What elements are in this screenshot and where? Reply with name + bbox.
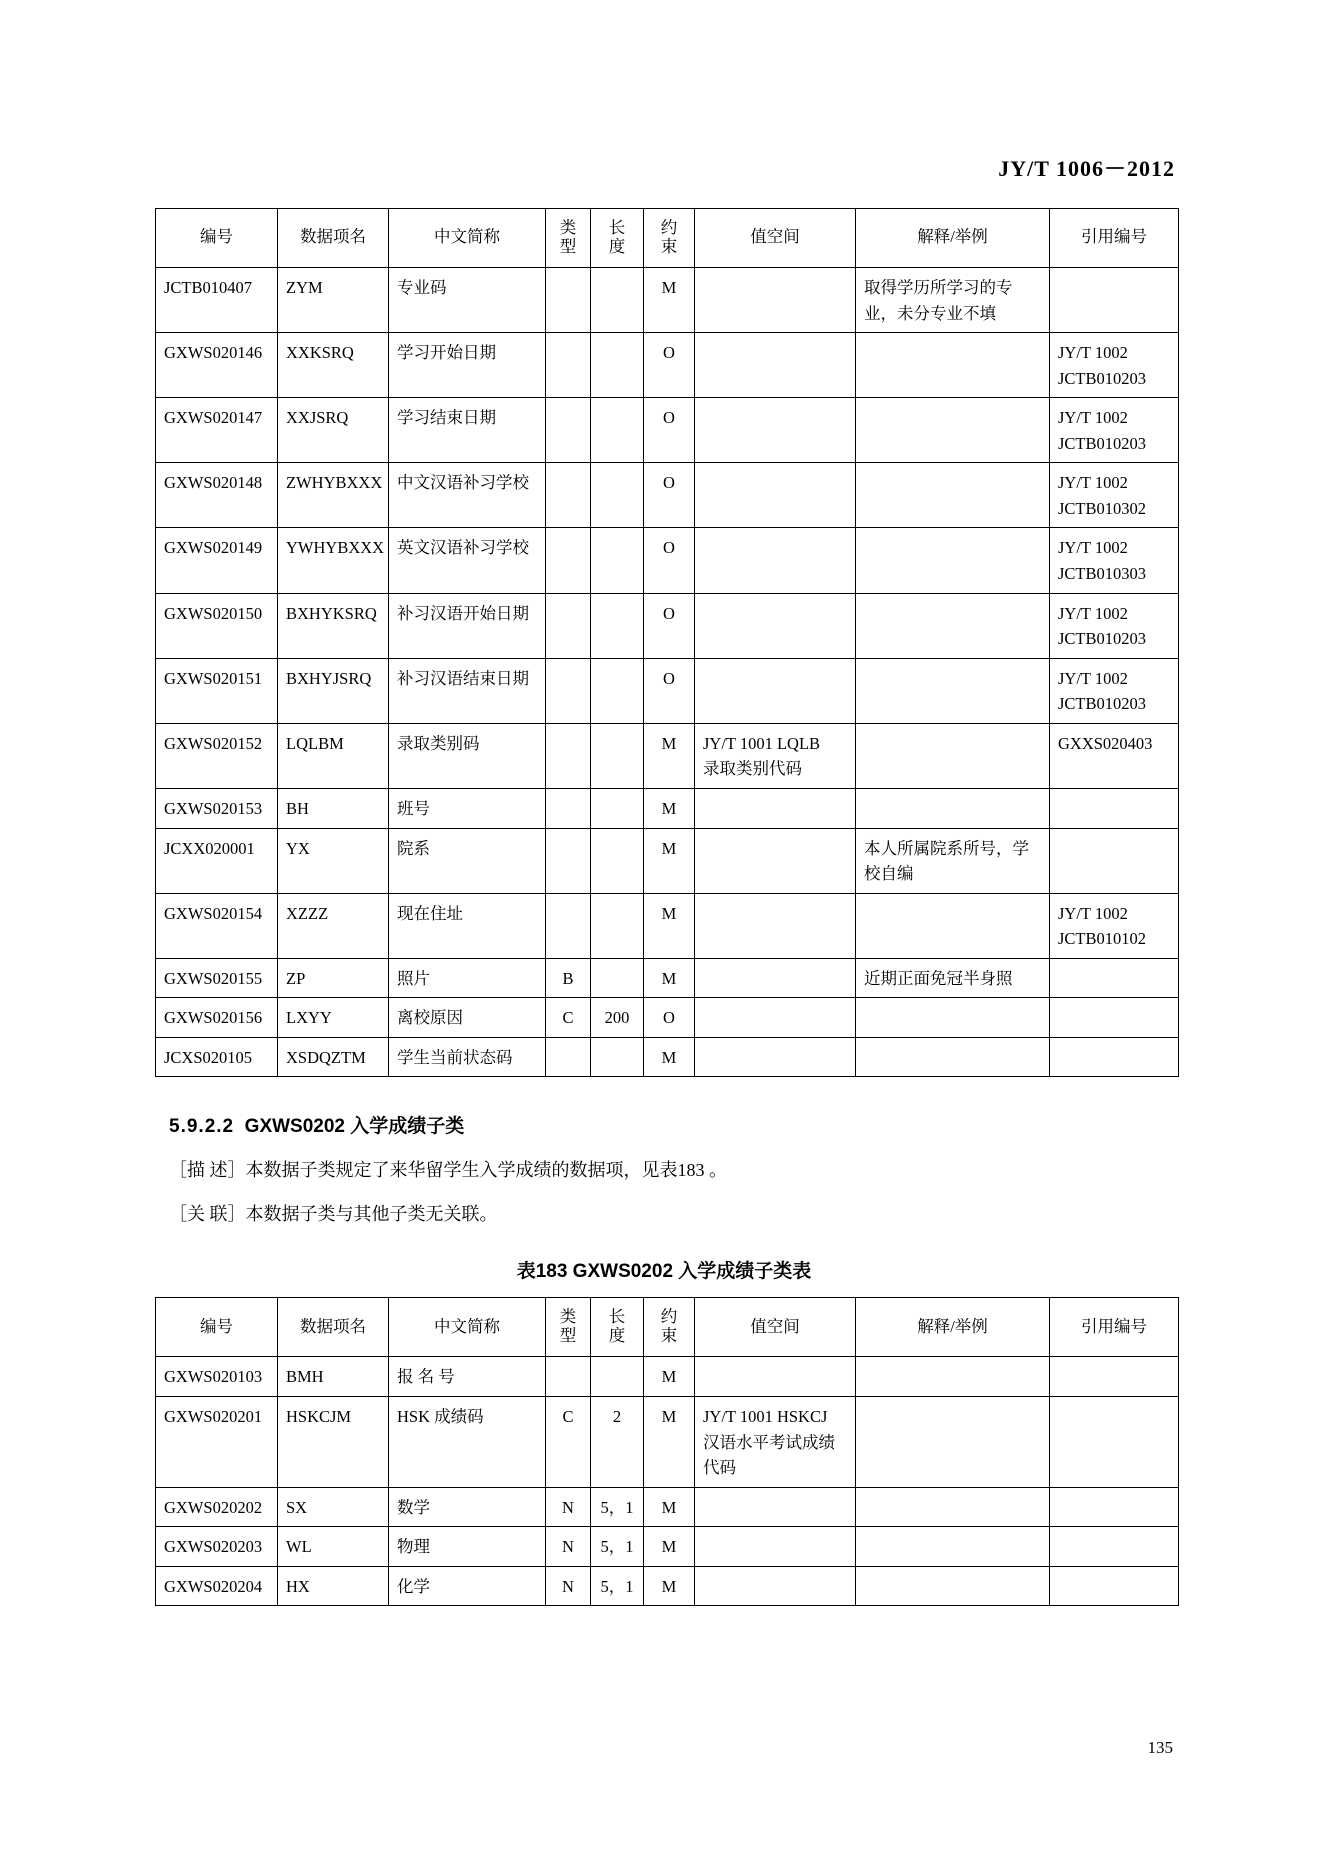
cell-length xyxy=(591,1357,644,1397)
cell-explanation xyxy=(856,1487,1050,1527)
cell-number: GXWS020147 xyxy=(156,398,278,463)
col-header-value-space: 值空间 xyxy=(695,1298,856,1357)
cell-number: GXWS020152 xyxy=(156,723,278,788)
cell-constraint: O xyxy=(644,998,695,1038)
cell-item-name: SX xyxy=(278,1487,389,1527)
cell-chinese-name: 照片 xyxy=(389,958,546,998)
section-number: 5.9.2.2 xyxy=(169,1116,235,1138)
cell-constraint: O xyxy=(644,593,695,658)
cell-number: GXWS020156 xyxy=(156,998,278,1038)
col-header-constraint: 约 束 xyxy=(644,1298,695,1357)
cell-value-space xyxy=(695,1357,856,1397)
cell-length xyxy=(591,267,644,332)
cell-constraint: M xyxy=(644,1357,695,1397)
section-title-text: GXWS0202 入学成绩子类 xyxy=(244,1116,465,1138)
cell-item-name: BXHYKSRQ xyxy=(278,593,389,658)
col-header-value-space: 值空间 xyxy=(695,209,856,268)
table-2-caption: 表183 GXWS0202 入学成绩子类表 xyxy=(516,1261,812,1283)
cell-reference xyxy=(1050,788,1179,828)
table-row xyxy=(156,1527,1179,1567)
cell-item-name: LXYY xyxy=(278,998,389,1038)
cell-number: GXWS020146 xyxy=(156,333,278,398)
cell-length xyxy=(591,528,644,593)
cell-type xyxy=(546,723,591,788)
description-tag: ［描 述］ xyxy=(169,1160,246,1181)
page-content xyxy=(155,208,1173,1606)
cell-value-space xyxy=(695,828,856,893)
cell-item-name: LQLBM xyxy=(278,723,389,788)
cell-reference: JY/T 1002 JCTB010203 xyxy=(1050,658,1179,723)
cell-constraint: M xyxy=(644,788,695,828)
table-row xyxy=(156,1357,1179,1397)
cell-length xyxy=(591,723,644,788)
table-row xyxy=(156,958,1179,998)
cell-constraint: M xyxy=(644,1396,695,1487)
table-row xyxy=(156,333,1179,398)
cell-explanation xyxy=(856,788,1050,828)
cell-reference xyxy=(1050,1527,1179,1567)
cell-reference xyxy=(1050,1566,1179,1606)
cell-reference: JY/T 1002 JCTB010102 xyxy=(1050,893,1179,958)
cell-number: GXWS020148 xyxy=(156,463,278,528)
cell-value-space xyxy=(695,788,856,828)
cell-type xyxy=(546,828,591,893)
cell-length: 2 xyxy=(591,1396,644,1487)
cell-length: 200 xyxy=(591,998,644,1038)
cell-constraint: M xyxy=(644,958,695,998)
col-header-number: 编号 xyxy=(156,1298,278,1357)
relation-tag: ［关 联］ xyxy=(169,1204,246,1225)
cell-constraint: M xyxy=(644,1566,695,1606)
cell-length: 5，1 xyxy=(591,1487,644,1527)
section-title xyxy=(155,1111,1173,1138)
col-header-length: 长 度 xyxy=(591,209,644,268)
cell-chinese-name: 学习开始日期 xyxy=(389,333,546,398)
cell-type xyxy=(546,463,591,528)
cell-chinese-name: 英文汉语补习学校 xyxy=(389,528,546,593)
cell-chinese-name: 数学 xyxy=(389,1487,546,1527)
cell-value-space xyxy=(695,1487,856,1527)
cell-value-space xyxy=(695,463,856,528)
cell-number: GXWS020103 xyxy=(156,1357,278,1397)
cell-type: B xyxy=(546,958,591,998)
cell-reference xyxy=(1050,828,1179,893)
cell-explanation xyxy=(856,333,1050,398)
col-header-reference: 引用编号 xyxy=(1050,1298,1179,1357)
col-header-item-name: 数据项名 xyxy=(278,209,389,268)
cell-value-space xyxy=(695,958,856,998)
page-header-standard-id: JY/T 1006－2012 xyxy=(998,156,1175,181)
cell-explanation: 近期正面免冠半身照 xyxy=(856,958,1050,998)
cell-item-name: ZYM xyxy=(278,267,389,332)
col-header-explanation: 解释/举例 xyxy=(856,209,1050,268)
cell-value-space xyxy=(695,267,856,332)
cell-chinese-name: 报 名 号 xyxy=(389,1357,546,1397)
description-line xyxy=(155,1156,1173,1182)
cell-reference xyxy=(1050,267,1179,332)
cell-item-name: BMH xyxy=(278,1357,389,1397)
cell-number: JCTB010407 xyxy=(156,267,278,332)
cell-item-name: XXJSRQ xyxy=(278,398,389,463)
cell-chinese-name: 物理 xyxy=(389,1527,546,1567)
cell-chinese-name: 专业码 xyxy=(389,267,546,332)
cell-type: C xyxy=(546,998,591,1038)
cell-number: JCXS020105 xyxy=(156,1037,278,1077)
col-header-chinese-name: 中文简称 xyxy=(389,209,546,268)
cell-constraint: M xyxy=(644,1037,695,1077)
cell-constraint: O xyxy=(644,333,695,398)
table-row xyxy=(156,658,1179,723)
cell-item-name: BH xyxy=(278,788,389,828)
cell-value-space: JY/T 1001 HSKCJ 汉语水平考试成绩代码 xyxy=(695,1396,856,1487)
cell-type xyxy=(546,333,591,398)
cell-length xyxy=(591,658,644,723)
col-header-length: 长 度 xyxy=(591,1298,644,1357)
cell-reference xyxy=(1050,1396,1179,1487)
cell-number: GXWS020202 xyxy=(156,1487,278,1527)
cell-length: 5，1 xyxy=(591,1527,644,1567)
cell-chinese-name: 学生当前状态码 xyxy=(389,1037,546,1077)
cell-explanation xyxy=(856,398,1050,463)
cell-explanation xyxy=(856,1566,1050,1606)
cell-item-name: WL xyxy=(278,1527,389,1567)
cell-explanation xyxy=(856,998,1050,1038)
table-2-body xyxy=(156,1357,1179,1606)
cell-value-space: JY/T 1001 LQLB 录取类别代码 xyxy=(695,723,856,788)
table-row xyxy=(156,828,1179,893)
cell-chinese-name: 中文汉语补习学校 xyxy=(389,463,546,528)
table-row xyxy=(156,1566,1179,1606)
table-row xyxy=(156,528,1179,593)
cell-type xyxy=(546,593,591,658)
cell-value-space xyxy=(695,593,856,658)
cell-type xyxy=(546,267,591,332)
cell-explanation: 本人所属院系所号，学校自编 xyxy=(856,828,1050,893)
cell-type xyxy=(546,1357,591,1397)
cell-length xyxy=(591,593,644,658)
cell-chinese-name: 录取类别码 xyxy=(389,723,546,788)
table-row xyxy=(156,893,1179,958)
data-table-1 xyxy=(155,208,1179,1077)
table-row xyxy=(156,267,1179,332)
cell-item-name: HX xyxy=(278,1566,389,1606)
cell-item-name: YX xyxy=(278,828,389,893)
cell-explanation xyxy=(856,723,1050,788)
cell-length xyxy=(591,893,644,958)
table-row xyxy=(156,398,1179,463)
cell-type: C xyxy=(546,1396,591,1487)
cell-reference xyxy=(1050,958,1179,998)
cell-constraint: M xyxy=(644,1487,695,1527)
cell-type xyxy=(546,893,591,958)
cell-type: N xyxy=(546,1566,591,1606)
cell-constraint: M xyxy=(644,723,695,788)
cell-chinese-name: 现在住址 xyxy=(389,893,546,958)
cell-explanation xyxy=(856,658,1050,723)
cell-chinese-name: 班号 xyxy=(389,788,546,828)
table-1-head xyxy=(156,209,1179,268)
cell-reference: JY/T 1002 JCTB010203 xyxy=(1050,333,1179,398)
table-row xyxy=(156,998,1179,1038)
table-row xyxy=(156,788,1179,828)
cell-length xyxy=(591,828,644,893)
cell-number: GXWS020203 xyxy=(156,1527,278,1567)
cell-item-name: ZWHYBXXX xyxy=(278,463,389,528)
page-number: 135 xyxy=(1147,1738,1173,1757)
cell-length xyxy=(591,788,644,828)
cell-constraint: M xyxy=(644,267,695,332)
cell-chinese-name: 离校原因 xyxy=(389,998,546,1038)
cell-explanation xyxy=(856,893,1050,958)
cell-value-space xyxy=(695,1527,856,1567)
cell-chinese-name: 补习汉语开始日期 xyxy=(389,593,546,658)
col-header-chinese-name: 中文简称 xyxy=(389,1298,546,1357)
cell-number: GXWS020201 xyxy=(156,1396,278,1487)
cell-number: GXWS020155 xyxy=(156,958,278,998)
table-header-row xyxy=(156,209,1179,268)
cell-explanation xyxy=(856,1527,1050,1567)
description-text: 本数据子类规定了来华留学生入学成绩的数据项，见表183 。 xyxy=(245,1160,727,1181)
col-header-explanation: 解释/举例 xyxy=(856,1298,1050,1357)
col-header-number: 编号 xyxy=(156,209,278,268)
cell-chinese-name: 学习结束日期 xyxy=(389,398,546,463)
cell-chinese-name: 院系 xyxy=(389,828,546,893)
cell-type xyxy=(546,528,591,593)
cell-chinese-name: 补习汉语结束日期 xyxy=(389,658,546,723)
cell-type xyxy=(546,398,591,463)
cell-explanation xyxy=(856,1357,1050,1397)
cell-number: JCXX020001 xyxy=(156,828,278,893)
cell-reference: JY/T 1002 JCTB010203 xyxy=(1050,398,1179,463)
cell-explanation xyxy=(856,1396,1050,1487)
cell-item-name: XZZZ xyxy=(278,893,389,958)
cell-value-space xyxy=(695,893,856,958)
cell-item-name: BXHYJSRQ xyxy=(278,658,389,723)
cell-number: GXWS020204 xyxy=(156,1566,278,1606)
table-2-head xyxy=(156,1298,1179,1357)
relation-text: 本数据子类与其他子类无关联。 xyxy=(245,1204,498,1225)
cell-value-space xyxy=(695,1037,856,1077)
data-table-2 xyxy=(155,1297,1179,1606)
cell-number: GXWS020153 xyxy=(156,788,278,828)
table-row xyxy=(156,723,1179,788)
cell-length xyxy=(591,958,644,998)
cell-number: GXWS020150 xyxy=(156,593,278,658)
cell-length xyxy=(591,398,644,463)
col-header-constraint: 约 束 xyxy=(644,209,695,268)
cell-item-name: YWHYBXXX xyxy=(278,528,389,593)
relation-line xyxy=(155,1200,1173,1226)
col-header-item-name: 数据项名 xyxy=(278,1298,389,1357)
cell-reference xyxy=(1050,1487,1179,1527)
cell-explanation xyxy=(856,463,1050,528)
cell-value-space xyxy=(695,333,856,398)
cell-value-space xyxy=(695,998,856,1038)
cell-type xyxy=(546,658,591,723)
cell-explanation: 取得学历所学习的专业，未分专业不填 xyxy=(856,267,1050,332)
cell-number: GXWS020154 xyxy=(156,893,278,958)
cell-reference xyxy=(1050,1357,1179,1397)
cell-explanation xyxy=(856,528,1050,593)
table-row xyxy=(156,593,1179,658)
cell-number: GXWS020149 xyxy=(156,528,278,593)
cell-item-name: XXKSRQ xyxy=(278,333,389,398)
cell-value-space xyxy=(695,1566,856,1606)
cell-value-space xyxy=(695,658,856,723)
cell-type xyxy=(546,1037,591,1077)
cell-explanation xyxy=(856,593,1050,658)
cell-type: N xyxy=(546,1527,591,1567)
cell-value-space xyxy=(695,398,856,463)
cell-reference: JY/T 1002 JCTB010302 xyxy=(1050,463,1179,528)
table-row xyxy=(156,1037,1179,1077)
table-header-row xyxy=(156,1298,1179,1357)
cell-chinese-name: HSK 成绩码 xyxy=(389,1396,546,1487)
col-header-reference: 引用编号 xyxy=(1050,209,1179,268)
table-row xyxy=(156,1487,1179,1527)
cell-reference: JY/T 1002 JCTB010303 xyxy=(1050,528,1179,593)
col-header-type: 类 型 xyxy=(546,1298,591,1357)
cell-constraint: O xyxy=(644,398,695,463)
cell-item-name: HSKCJM xyxy=(278,1396,389,1487)
table-row xyxy=(156,1396,1179,1487)
cell-constraint: O xyxy=(644,528,695,593)
cell-length xyxy=(591,463,644,528)
cell-length: 5，1 xyxy=(591,1566,644,1606)
table-1-body xyxy=(156,267,1179,1077)
cell-constraint: O xyxy=(644,463,695,528)
cell-constraint: O xyxy=(644,658,695,723)
table-row xyxy=(156,463,1179,528)
cell-constraint: M xyxy=(644,893,695,958)
cell-value-space xyxy=(695,528,856,593)
cell-constraint: M xyxy=(644,1527,695,1567)
cell-reference: JY/T 1002 JCTB010203 xyxy=(1050,593,1179,658)
cell-reference xyxy=(1050,1037,1179,1077)
cell-item-name: ZP xyxy=(278,958,389,998)
cell-item-name: XSDQZTM xyxy=(278,1037,389,1077)
cell-length xyxy=(591,333,644,398)
col-header-type: 类 型 xyxy=(546,209,591,268)
cell-length xyxy=(591,1037,644,1077)
cell-reference: GXXS020403 xyxy=(1050,723,1179,788)
cell-type: N xyxy=(546,1487,591,1527)
cell-chinese-name: 化学 xyxy=(389,1566,546,1606)
cell-reference xyxy=(1050,998,1179,1038)
cell-explanation xyxy=(856,1037,1050,1077)
cell-type xyxy=(546,788,591,828)
cell-constraint: M xyxy=(644,828,695,893)
cell-number: GXWS020151 xyxy=(156,658,278,723)
